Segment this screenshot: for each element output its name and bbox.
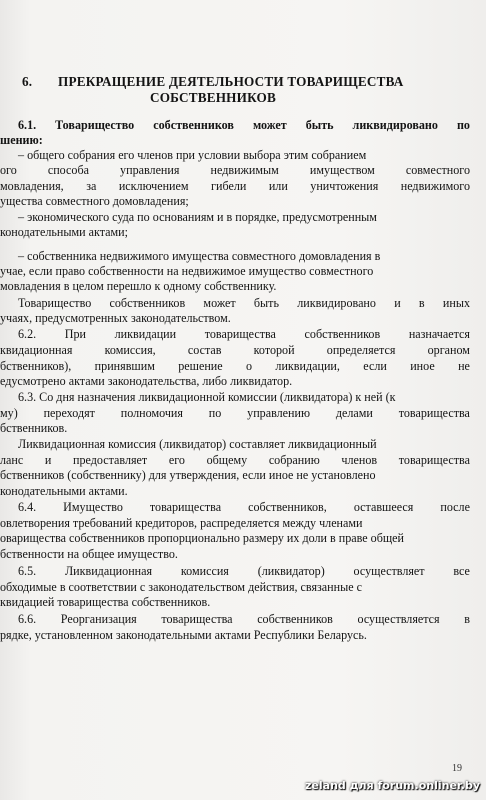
page-number: 19 <box>452 763 462 774</box>
text-line: ланс и предоставляет его общему собранию членов товарищества <box>0 453 470 467</box>
text-line: – экономического суда по основаниям и в порядке, предусмотренным <box>18 210 377 224</box>
text-line: рядке, установленном законодательными актами Республики Беларусь. <box>0 628 367 642</box>
section-title-line-2: СОБСТВЕННИКОВ <box>150 90 276 105</box>
text-line: мовладения в целом перешло к одному собственнику. <box>0 279 277 293</box>
text-line: – общего собрания его членов при условии выбора этим собранием <box>18 148 367 162</box>
text-line: обходимые в соответствии с законодательством действия, связанные с <box>0 580 363 594</box>
text-line: учае, если право собственности на недвижимое имущество совместного <box>0 264 374 278</box>
text-line: 6.5. Ликвидационная комиссия (ликвидатор) осуществляет все <box>18 564 470 578</box>
text-line: едусмотрено актами законодательства, либо ликвидатор. <box>0 374 293 388</box>
text-line: 6.4. Имущество товарищества собственников, оставшееся после <box>18 500 470 514</box>
text-line: – собственника недвижимого имущества совместного домовладения в <box>18 249 381 263</box>
text-line: Товарищество собственников может быть ликвидировано и в иных <box>18 296 470 310</box>
text-line: шению: <box>0 133 43 147</box>
text-line: мовладения, за исключением гибели или уничтожения недвижимого <box>0 179 470 193</box>
text-line: 6.2. При ликвидации товарищества собственников назначается <box>18 327 470 341</box>
text-line: учаях, предусмотренных законодательством. <box>0 311 231 325</box>
text-line: 6.3. Со дня назначения ликвидационной комиссии (ликвидатора) к ней (к <box>18 390 396 404</box>
text-line: конодательными актами. <box>0 484 128 498</box>
text-line: конодательными актами; <box>0 225 129 239</box>
text-line: 6.1. Товарищество собственников может быть ликвидировано по <box>18 118 470 132</box>
watermark: zeland для forum.onliner.by <box>305 779 480 792</box>
text-line: квидацией товарищества собственников. <box>0 595 211 609</box>
text-line: Ликвидационная комиссия (ликвидатор) составляет ликвидационный <box>18 437 377 451</box>
text-line: квидационная комиссия, состав которой определяется органом <box>0 343 470 357</box>
text-line: овлетворения требований кредиторов, распределяется между членами <box>0 516 363 530</box>
text-line: бственников. <box>0 421 68 435</box>
section-title-line-1: ПРЕКРАЩЕНИЕ ДЕЯТЕЛЬНОСТИ ТОВАРИЩЕСТВА <box>58 74 404 89</box>
text-line: бственников (собственнику) для утверждения, если иное не установлено <box>0 468 376 482</box>
text-line: ого способа управления недвижимым имуществом совместного <box>0 163 470 177</box>
text-line: 6.6. Реорганизация товарищества собственников осуществляется в <box>18 612 470 626</box>
text-line: бственности на общее имущество. <box>0 547 178 561</box>
text-line: му) переходят полномочия по управлению делами товарищества <box>0 406 470 420</box>
text-line: бственников), принявшим решение о ликвидации, если иное не <box>0 359 470 373</box>
text-line: ущества совместного домовладения; <box>0 194 189 208</box>
text-line: оварищества собственников пропорционально размеру их доли в праве общей <box>0 531 405 545</box>
section-number: 6. <box>22 74 33 89</box>
